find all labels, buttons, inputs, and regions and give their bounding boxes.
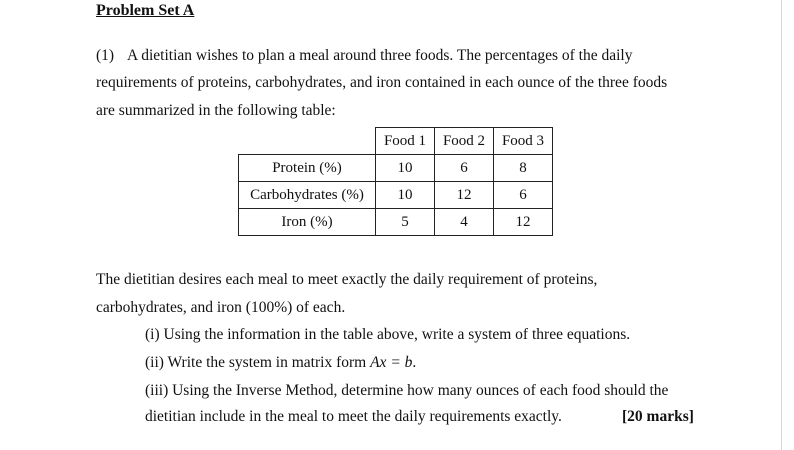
table-header-cell: Food 1 bbox=[376, 128, 435, 155]
intro-text-1: A dietitian wishes to plan a meal around three foods. The percentages of the daily bbox=[127, 47, 633, 64]
table-cell: 12 bbox=[494, 209, 553, 236]
part-ii-text: (ii) Write the system in matrix form bbox=[145, 354, 371, 371]
table-cell: 10 bbox=[376, 155, 435, 182]
problem-number: (1) bbox=[96, 47, 115, 64]
table-cell: 4 bbox=[435, 209, 494, 236]
desire-line-2: carbohydrates, and iron (100%) of each. bbox=[96, 299, 346, 316]
desire-line-1: The dietitian desires each meal to meet exactly the daily requirement of proteins, bbox=[96, 271, 598, 288]
part-ii-period: . bbox=[412, 354, 417, 371]
table-row bbox=[239, 209, 553, 236]
part-iii-line-2: dietitian include in the meal to meet the daily requirements exactly. bbox=[145, 408, 562, 425]
part-ii bbox=[145, 354, 416, 372]
marks-label: [20 marks] bbox=[622, 408, 694, 425]
food-table bbox=[238, 127, 553, 236]
table-corner-cell bbox=[239, 128, 376, 155]
table-row bbox=[239, 182, 553, 209]
intro-line-1 bbox=[96, 47, 632, 65]
table-row-label: Iron (%) bbox=[239, 209, 376, 236]
table-row-label: Protein (%) bbox=[239, 155, 376, 182]
table-cell: 12 bbox=[435, 182, 494, 209]
matrix-equation: Ax = b bbox=[370, 354, 413, 371]
table-row-label: Carbohydrates (%) bbox=[239, 182, 376, 209]
table-header-cell: Food 2 bbox=[435, 128, 494, 155]
table-cell: 6 bbox=[435, 155, 494, 182]
table-cell: 10 bbox=[376, 182, 435, 209]
intro-line-3: are summarized in the following table: bbox=[96, 102, 336, 119]
table-row bbox=[239, 155, 553, 182]
table-header-cell: Food 3 bbox=[494, 128, 553, 155]
part-iii-line-1: (iii) Using the Inverse Method, determine how many ounces of each food should the bbox=[145, 382, 669, 399]
intro-line-2: requirements of proteins, carbohydrates, and iron contained in each ounce of the three foods bbox=[96, 74, 668, 91]
table-cell: 5 bbox=[376, 209, 435, 236]
table-header-row bbox=[239, 128, 553, 155]
table-cell: 8 bbox=[494, 155, 553, 182]
page-title: Problem Set A bbox=[96, 2, 195, 19]
table-cell: 6 bbox=[494, 182, 553, 209]
part-i: (i) Using the information in the table above, write a system of three equations. bbox=[145, 326, 631, 343]
page-edge bbox=[781, 0, 782, 450]
